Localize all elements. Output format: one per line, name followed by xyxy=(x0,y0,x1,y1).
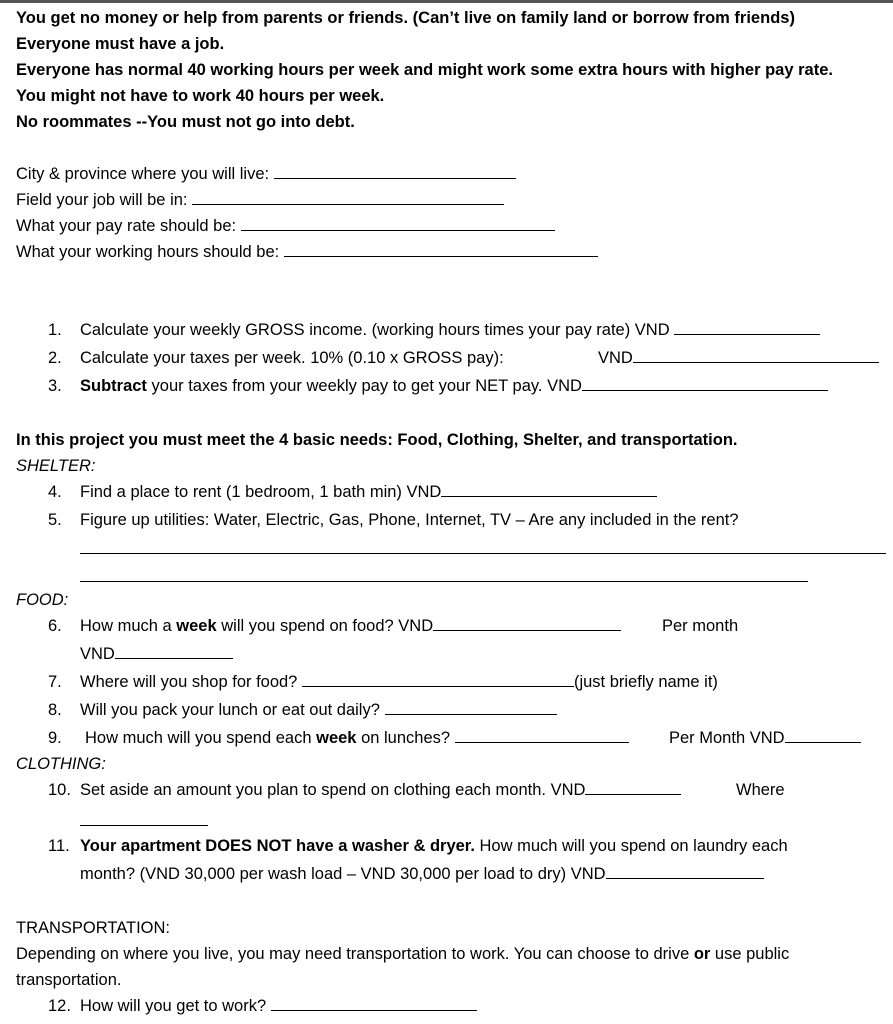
rule-no-roommates: No roommates --You must not go into debt. xyxy=(16,113,355,131)
food-heading: FOOD: xyxy=(16,591,69,609)
question-5 xyxy=(48,509,739,531)
question-text: Figure up utilities: Water, Electric, Gas, Phone, Internet, TV – Are any included in the rent? xyxy=(80,511,739,529)
question-number: 1. xyxy=(48,321,62,339)
question-1 xyxy=(48,319,820,341)
question-number: 8. xyxy=(48,701,62,719)
field-city-blank[interactable] xyxy=(274,164,516,179)
field-hours-label: What your working hours should be: xyxy=(16,243,280,261)
question-bold: Your apartment DOES NOT have a washer & dryer. xyxy=(80,837,475,855)
question-6-month-row xyxy=(80,643,233,665)
question-7-hint: (just briefly name it) xyxy=(573,673,718,691)
question-text: Find a place to rent (1 bedroom, 1 bath min) VND xyxy=(80,483,442,501)
rule-must-have-job: Everyone must have a job. xyxy=(16,35,225,53)
transportation-text-post: use public xyxy=(710,945,790,963)
question-text-post: on lunches? xyxy=(356,729,451,747)
question-number: 3. xyxy=(48,377,62,395)
question-3-blank[interactable] xyxy=(582,376,828,391)
question-12-blank[interactable] xyxy=(271,996,477,1011)
question-7 xyxy=(48,671,718,693)
question-11-text-2: month? (VND 30,000 per wash load – VND 30,000 per load to dry) VND xyxy=(80,865,606,883)
question-2 xyxy=(48,347,504,369)
top-border xyxy=(0,0,893,3)
question-10 xyxy=(48,779,681,801)
question-1-blank[interactable] xyxy=(674,320,820,335)
transportation-heading: TRANSPORTATION: xyxy=(16,919,171,937)
field-pay-rate-blank[interactable] xyxy=(241,216,555,231)
rule-no-help: You get no money or help from parents or friends. (Can’t live on family land or borrow from friends) xyxy=(16,9,795,27)
question-9-month-label: Per Month VND xyxy=(669,729,785,747)
transportation-text-pre: Depending on where you live, you may need transportation to work. You can choose to drive xyxy=(16,945,694,963)
question-3 xyxy=(48,375,828,397)
question-text: How will you get to work? xyxy=(80,997,267,1015)
field-hours-row xyxy=(16,241,598,263)
question-5-answer-line-2[interactable] xyxy=(80,581,808,582)
question-10-where-blank[interactable] xyxy=(80,825,208,826)
question-9-week-blank[interactable] xyxy=(455,728,629,743)
question-number: 2. xyxy=(48,349,62,367)
question-9-month xyxy=(669,727,861,749)
question-number: 11. xyxy=(48,837,70,855)
shelter-heading: SHELTER: xyxy=(16,457,96,475)
transportation-text-2: transportation. xyxy=(16,971,122,989)
field-city-label: City & province where you will live: xyxy=(16,165,270,183)
question-2-unit: VND xyxy=(598,349,633,367)
question-6 xyxy=(48,615,621,637)
question-9 xyxy=(48,727,629,749)
question-text-pre: How much a xyxy=(80,617,177,635)
question-6-month-blank[interactable] xyxy=(115,644,233,659)
question-number: 12. xyxy=(48,997,71,1015)
question-text: Calculate your weekly GROSS income. (working hours times your pay rate) VND xyxy=(80,321,670,339)
field-job-blank[interactable] xyxy=(192,190,504,205)
question-6-per-month: Per month xyxy=(662,617,739,635)
question-7-blank[interactable] xyxy=(302,672,574,687)
transportation-text-bold: or xyxy=(693,945,711,963)
question-text: Set aside an amount you plan to spend on clothing each month. VND xyxy=(80,781,586,799)
question-12 xyxy=(48,995,477,1017)
question-bold: week xyxy=(316,729,357,747)
field-pay-rate-label: What your pay rate should be: xyxy=(16,217,237,235)
question-8-blank[interactable] xyxy=(385,700,557,715)
rule-not-40-hours: You might not have to work 40 hours per week. xyxy=(16,87,385,105)
field-hours-blank[interactable] xyxy=(284,242,598,257)
question-2-answer xyxy=(598,347,879,369)
question-text: Calculate your taxes per week. 10% (0.10 x GROSS pay): xyxy=(80,349,504,367)
question-10-where: Where xyxy=(736,781,785,799)
question-4-blank[interactable] xyxy=(441,482,657,497)
rule-working-hours: Everyone has normal 40 working hours per week and might work some extra hours with higher pay rate. xyxy=(16,61,833,79)
transportation-text-1 xyxy=(16,943,789,965)
question-text: Will you pack your lunch or eat out daily? xyxy=(80,701,380,719)
question-text-pre: How much will you spend each xyxy=(85,729,317,747)
question-number: 7. xyxy=(48,673,62,691)
question-bold: week xyxy=(176,617,217,635)
field-job-label: Field your job will be in: xyxy=(16,191,188,209)
question-bold: Subtract xyxy=(80,377,147,395)
question-9-month-blank[interactable] xyxy=(785,728,861,743)
question-text: Where will you shop for food? xyxy=(80,673,298,691)
question-number: 6. xyxy=(48,617,62,635)
question-6-week-blank[interactable] xyxy=(433,616,621,631)
question-5-answer-line-1[interactable] xyxy=(80,553,886,554)
question-text: How much will you spend on laundry each xyxy=(474,837,788,855)
question-8 xyxy=(48,699,557,721)
field-city-row xyxy=(16,163,516,185)
question-text-post: will you spend on food? VND xyxy=(216,617,434,635)
question-6-month-unit: VND xyxy=(80,645,115,663)
question-number: 5. xyxy=(48,511,62,529)
question-4 xyxy=(48,481,657,503)
question-number: 9. xyxy=(48,729,62,747)
question-number: 4. xyxy=(48,483,62,501)
field-job-row xyxy=(16,189,504,211)
question-11-blank[interactable] xyxy=(606,864,764,879)
field-pay-rate-row xyxy=(16,215,555,237)
basic-needs-heading: In this project you must meet the 4 basic needs: Food, Clothing, Shelter, and transportation. xyxy=(16,431,738,449)
question-10-amount-blank[interactable] xyxy=(585,780,681,795)
question-number: 10. xyxy=(48,781,71,799)
question-2-blank[interactable] xyxy=(633,348,879,363)
question-text: your taxes from your weekly pay to get your NET pay. VND xyxy=(146,377,582,395)
clothing-heading: CLOTHING: xyxy=(16,755,106,773)
question-11-continued xyxy=(80,863,764,885)
question-11 xyxy=(48,835,788,857)
